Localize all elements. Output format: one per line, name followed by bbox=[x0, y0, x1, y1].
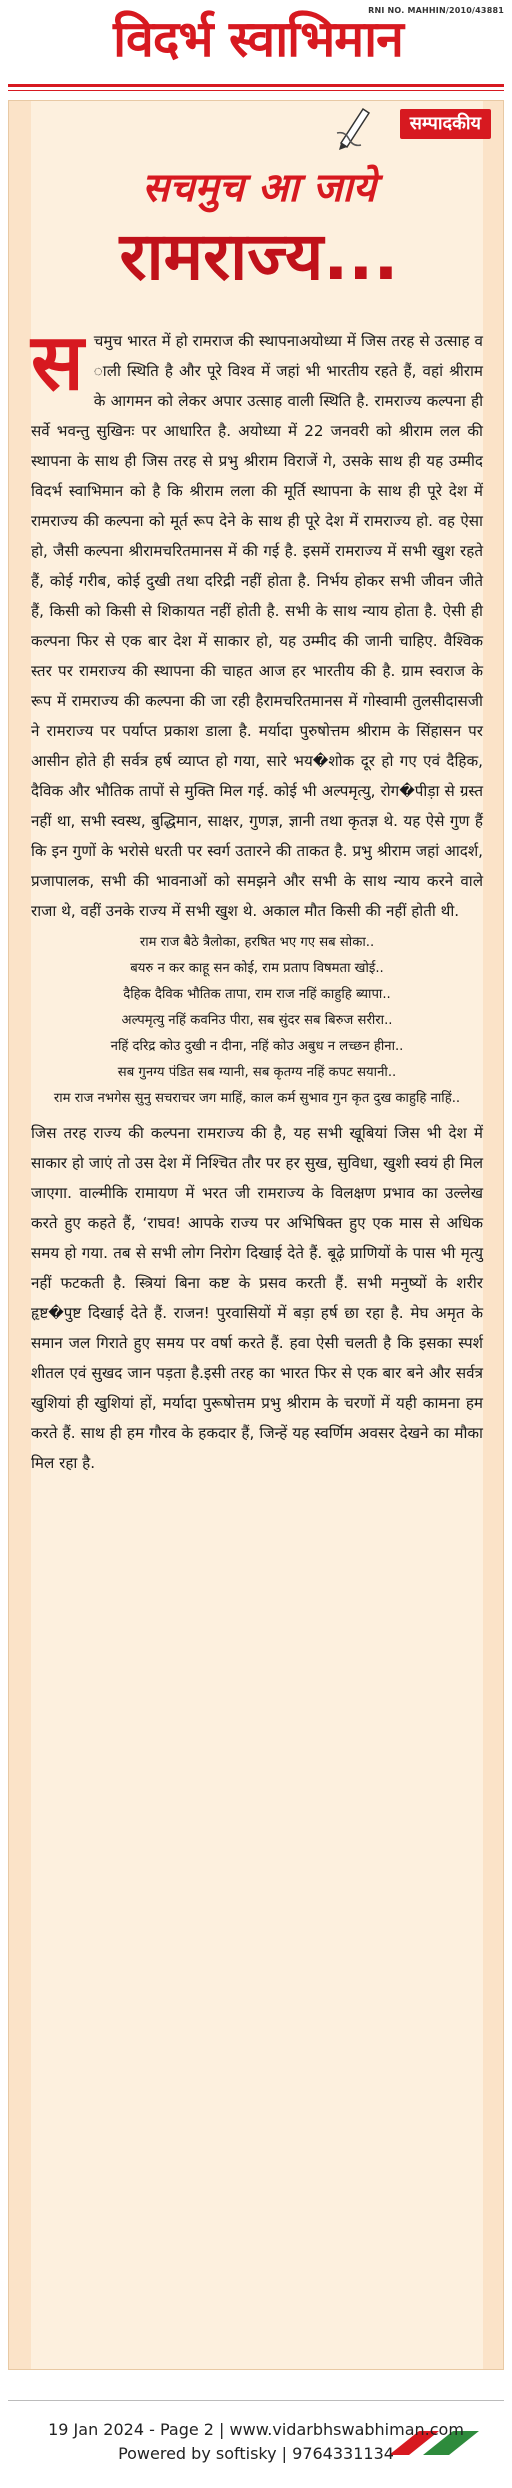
headline-line1: सचमुच आ जाये bbox=[142, 165, 376, 211]
verse-line: सब गुनग्य पंडित सब ग्यानी, सब कृतग्य नहिं कपट सयानी.. bbox=[117, 1065, 397, 1080]
drop-cap: स bbox=[31, 318, 84, 408]
pen-icon bbox=[335, 103, 375, 151]
footer-divider bbox=[8, 2400, 504, 2401]
footer-date-site: 19 Jan 2024 - Page 2 | www.vidarbhswabhiman.com bbox=[48, 2420, 464, 2439]
editorial-panel bbox=[8, 100, 504, 2370]
page-footer bbox=[0, 2418, 512, 2466]
verse-line: दैहिक दैविक भौतिक तापा, राम राज नहिं काहुहि ब्यापा.. bbox=[123, 987, 391, 1002]
article-paragraph-2: जिस तरह राज्य की कल्पना रामराज्य की है, यह सभी खूबियां जिस भी देश में साकार हो जाएं तो उस देश में निश्चित तौर पर हर सुख, सुविधा, खुशी स्वयं ही मिल जाएगा. वाल्मीकि रामायण में भरत जी रामराज्य के विलक्षण प्रभाव का उल्लेख करते हुए कहते हैं, ‘राघव! आपके राज्य पर अभिषिक्त हुए एक मास से अधिक समय हो गया. तब से सभी लोग निरोग दिखाई देते हैं. बूढ़े प्राणियों के पास भी मृत्यु नहीं फटकती है. स्त्रियां बिना कष्ट के प्रसव करती हैं. सभी मनुष्यों के शरीर हृष्ट�पुष्ट दिखाई देते हैं. राजन! पुरवासियों में बड़ा हर्ष छा रहा है. मेघ अमृत के समान जल गिराते हुए समय पर वर्षा करते हैं. हवा ऐसी चलती है कि इसका स्पर्श शीतल एवं सुखद जान पड़ता है.इसी तरह का भारत फिर से एक बार बने और सर्वत्र खुशियां ही खुशियां हों, मर्यादा पुरूषोत्तम प्रभु श्रीराम के चरणों में यही कामना हम करते हैं. साथ ही हम गौरव के हकदार हैं, जिन्हें यह स्वर्णिम अवसर देखने का मौका मिल रहा है. bbox=[31, 1124, 483, 1472]
article-body bbox=[31, 318, 483, 1478]
headline-line2: रामराज्य... bbox=[119, 218, 399, 295]
masthead-rule bbox=[8, 84, 504, 87]
verse-line: अल्पमृत्यु नहिं कवनिउ पीरा, सब सुंदर सब बिरुज सरीरा.. bbox=[121, 1013, 393, 1028]
footer-powered-by: Powered by softisky | 9764331134 bbox=[118, 2444, 394, 2463]
verse-line: राम राज बैठे त्रैलोका, हरषित भए गए सब सोका.. bbox=[139, 935, 375, 950]
headline bbox=[39, 161, 479, 299]
masthead bbox=[0, 0, 512, 90]
verse-block bbox=[31, 930, 483, 1112]
masthead-rule-thin bbox=[8, 90, 504, 91]
verse-line: बयरु न कर काहू सन कोई, राम प्रताप विषमता खोई.. bbox=[130, 961, 384, 976]
verse-line: राम राज नभगेस सुनु सचराचर जग माहिं, काल कर्म सुभाव गुन कृत दुख काहुहि नाहिं.. bbox=[53, 1091, 461, 1106]
section-tag-editorial: सम्पादकीय bbox=[400, 109, 491, 139]
newspaper-title: विदर्भ स्वाभिमान bbox=[113, 9, 403, 68]
registration-number: RNI NO. MAHHIN/2010/43881 bbox=[368, 6, 504, 15]
verse-line: नहिं दरिद्र कोउ दुखी न दीना, नहिं कोउ अबुध न लच्छन हीना.. bbox=[110, 1039, 404, 1054]
article-paragraph-1: चमुच भारत में हो रामराज की स्थापनाअयोध्या में जिस तरह से उत्साह व ाली स्थिति है और पूरे विश्व में जहां भी भारतीय रहते हैं, वहां श्रीराम के आगमन को लेकर अपार उत्साह वाली स्थिति है. रामराज्य कल्पना ही सर्वे भवन्तु सुखिनः पर आधारित है. अयोध्या में 22 जनवरी को श्रीराम लल की स्थापना के साथ ही जिस तरह से प्रभु श्रीराम विराजें गे, उसके साथ ही यह उम्मीद विदर्भ स्वाभिमान को है कि श्रीराम लला की मूर्ति स्थापना के साथ ही पूरे देश में रामराज्य की कल्पना को मूर्त रूप देने के साथ ही पूरे देश में रामराज्य हो. वह ऐसा हो, जैसी कल्पना श्रीरामचरितमानस में की गई है. इसमें रामराज्य में सभी खुश रहते हैं, कोई गरीब, कोई दुखी तथा दरिद्री नहीं होता है. निर्भय होकर सभी जीवन जीते हैं, किसी को किसी से शिकायत नहीं होती है. सभी के साथ न्याय होता है. ऐसी ही कल्पना फिर से एक बार देश में साकार हो, यह उम्मीद की जानी चाहिए. वैश्विक स्तर पर रामराज्य की स्थापना की चाहत आज हर भारतीय की है. ग्राम स्वराज के रूप में रामराज्य की कल्पना की जा रही हैरामचरितमानस में गोस्वामी तुलसीदासजी ने रामराज्य पर पर्याप्त प्रकाश डाला है. मर्यादा पुरुषोत्तम श्रीराम के सिंहासन पर आसीन होते ही सर्वत्र हर्ष व्याप्त हो गया, सारे भय�शोक दूर हो गए एवं दैहिक, दैविक और भौतिक तापों से मुक्ति मिल गई. कोई भी अल्पमृत्यु, रोग�पीड़ा से ग्रस्त नहीं था, सभी स्वस्थ, बुद्धिमान, साक्षर, गुणज्ञ, ज्ञानी तथा कृतज्ञ थे. यह ऐसे गुण हैं कि इन गुणों के भरोसे धरती पर स्वर्ग उतारने की ताकत है. प्रभु श्रीराम जहां आदर्श, प्रजापालक, सभी की भावनाओं को समझने और सभी के साथ न्याय करने वाले राजा थे, वहीं उनके राज्य में सभी खुश थे. अकाल मौत किसी की नहीं होती थी. bbox=[31, 332, 483, 920]
